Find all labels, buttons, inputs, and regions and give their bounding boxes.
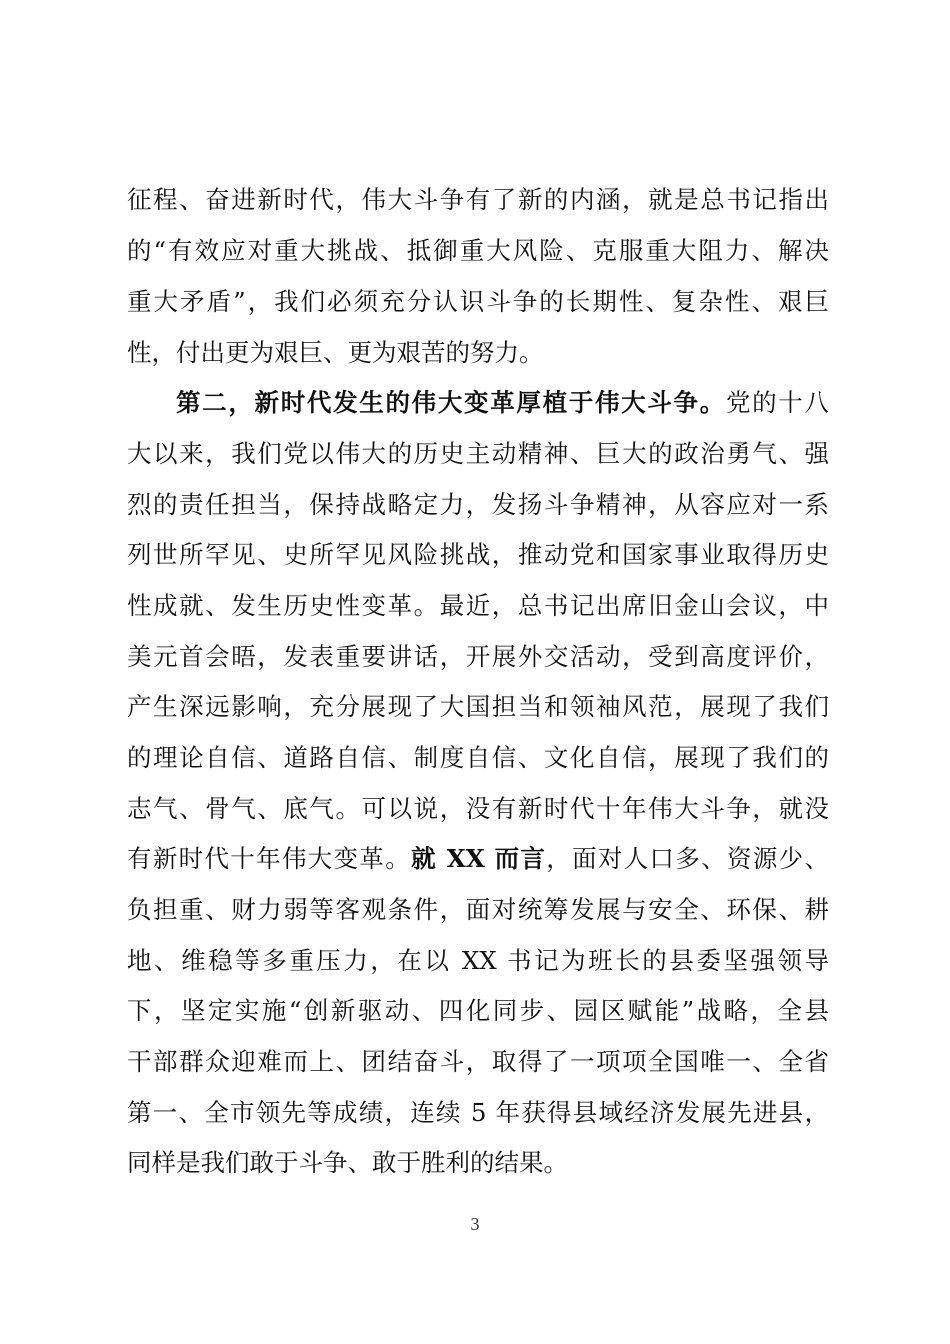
paragraph2-line-6: 美元首会晤，发表重要讲话，开展外交活动，受到高度评价， <box>127 642 829 671</box>
paragraph2-line-1-rest: 党的十八 <box>725 388 829 417</box>
paragraph2-bold-lead: 第二，新时代发生的伟大变革厚植于伟大斗争。 <box>176 388 726 417</box>
paragraph2-line-5: 性成就、发生历史性变革。最近，总书记出席旧金山会议，中 <box>127 591 829 620</box>
paragraph2-line-7: 产生深远影响，充分展现了大国担当和领袖风范，展现了我们 <box>127 692 829 721</box>
paragraph2-line-3: 烈的责任担当，保持战略定力，发扬斗争精神，从容应对一系 <box>127 490 829 519</box>
paragraph2-line-8: 的理论自信、道路自信、制度自信、文化自信，展现了我们的 <box>127 743 829 772</box>
paragraph2-line-2: 大以来，我们党以伟大的历史主动精神、巨大的政治勇气、强 <box>127 439 829 468</box>
paragraph2-line-11: 负担重、财力弱等客观条件，面对统筹发展与安全、环保、耕 <box>127 895 829 924</box>
paragraph2-line-4: 列世所罕见、史所罕见风险挑战，推动党和国家事业取得历史 <box>127 540 829 569</box>
paragraph1-line-3: 重大矛盾”，我们必须充分认识斗争的长期性、复杂性、艰巨 <box>127 287 829 316</box>
paragraph1-line-2: 的“有效应对重大挑战、抵御重大风险、克服重大阻力、解决 <box>127 236 829 265</box>
paragraph1-line-1: 征程、奋进新时代，伟大斗争有了新的内涵，就是总书记指出 <box>127 185 829 214</box>
paragraph2-line-16: 同样是我们敢于斗争、敢于胜利的结果。 <box>127 1148 568 1177</box>
paragraph2-line-13: 下，坚定实施“创新驱动、四化同步、园区赋能”战略，全县 <box>127 996 829 1025</box>
paragraph2-line-10 <box>127 834 829 884</box>
paragraph2-line-12: 地、维稳等多重压力，在以 XX 书记为班长的县委坚强领导 <box>127 946 829 975</box>
page-number: 3 <box>470 1214 480 1234</box>
paragraph2-line-10-start: 有新时代十年伟大变革。 <box>127 844 412 873</box>
paragraph2-line-1 <box>176 378 829 428</box>
paragraph2-bold-xx: 就 XX 而言 <box>411 844 547 873</box>
paragraph2-line-14: 干部群众迎难而上、团结奋斗，取得了一项项全国唯一、全省 <box>127 1047 829 1076</box>
paragraph2-line-15: 第一、全市领先等成绩，连续 5 年获得县域经济发展先进县， <box>127 1098 829 1127</box>
paragraph2-line-9: 志气、骨气、底气。可以说，没有新时代十年伟大斗争，就没 <box>127 794 829 823</box>
paragraph2-line-10-end: ，面对人口多、资源少、 <box>546 844 830 873</box>
paragraph1-line-4: 性，付出更为艰巨、更为艰苦的努力。 <box>127 338 544 367</box>
